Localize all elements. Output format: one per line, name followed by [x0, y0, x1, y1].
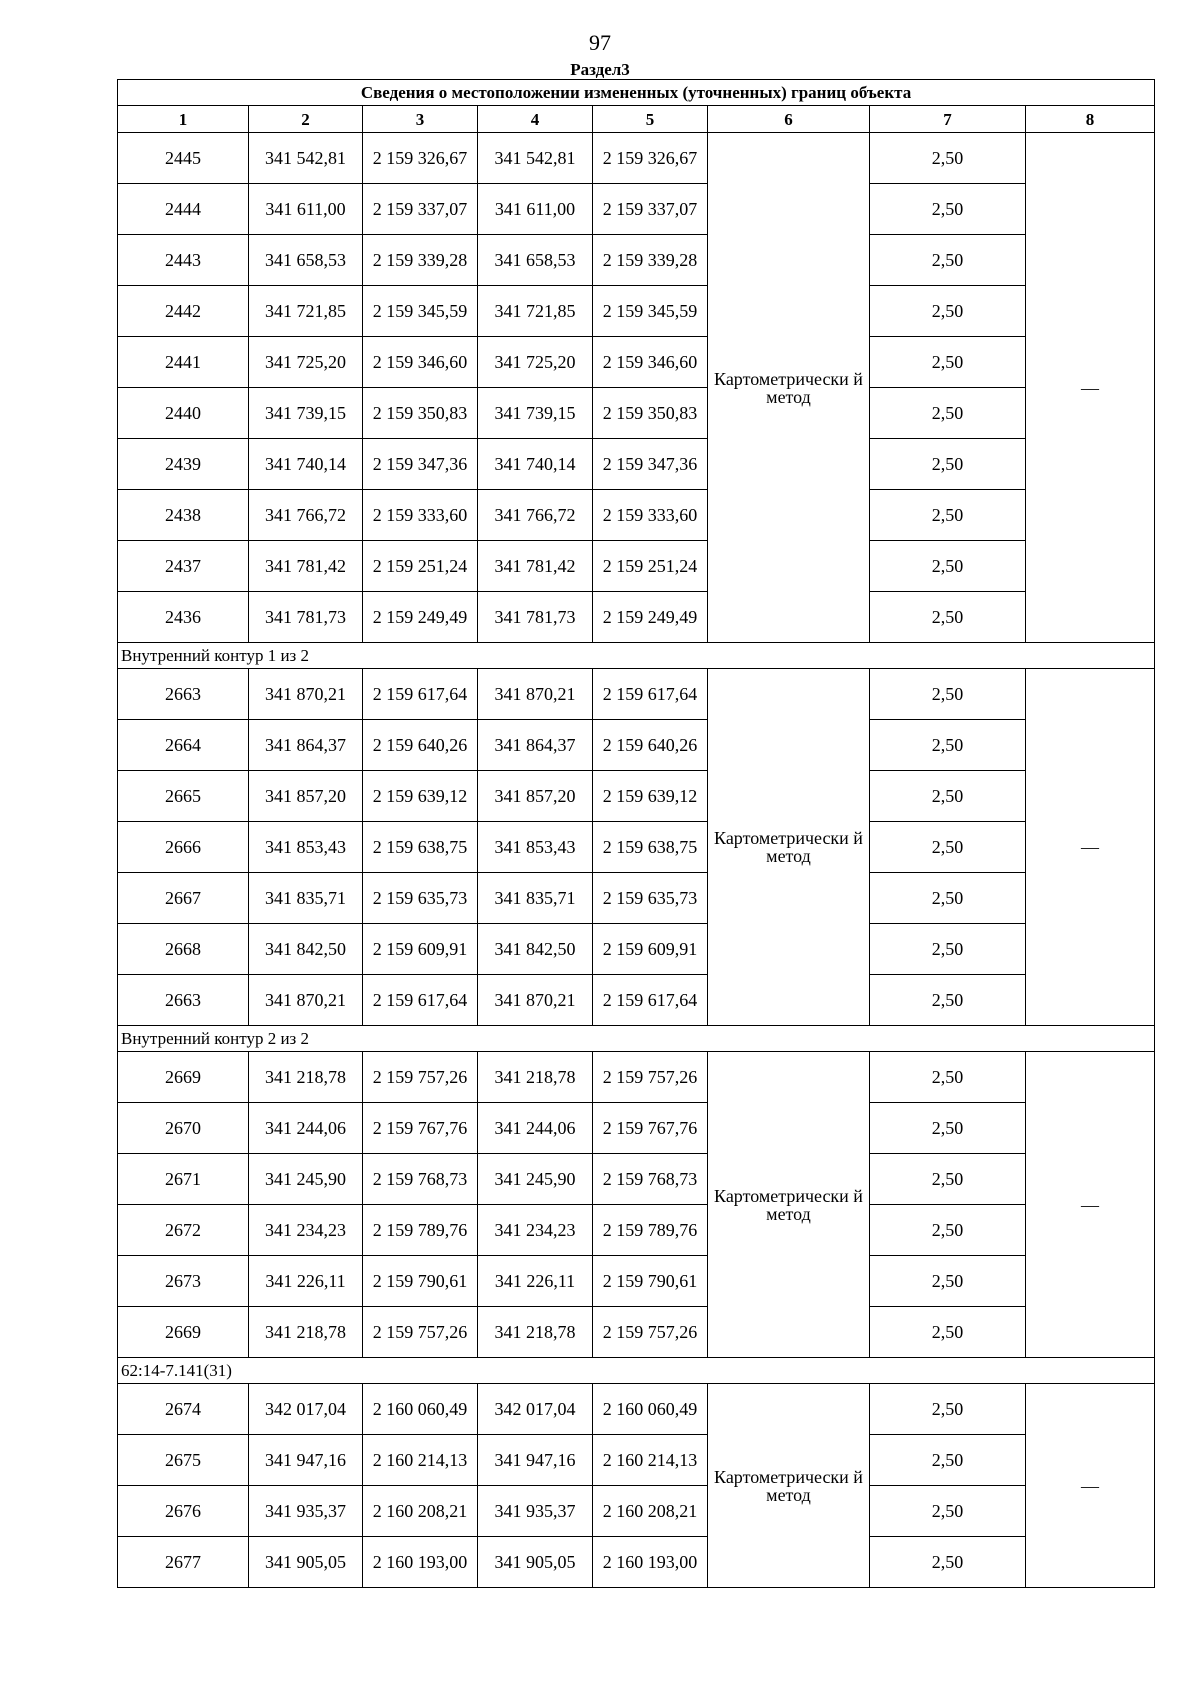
accuracy-cell: 2,50: [870, 1537, 1026, 1588]
point-number-cell: 2437: [118, 541, 249, 592]
x-coordinate-cell: 341 611,00: [249, 184, 363, 235]
table-row: [118, 1537, 1155, 1588]
x-coordinate-cell: 341 870,21: [478, 975, 593, 1026]
y-coordinate-cell: 2 160 208,21: [593, 1486, 708, 1537]
table-row: [118, 184, 1155, 235]
point-number-cell: 2671: [118, 1154, 249, 1205]
point-number-cell: 2442: [118, 286, 249, 337]
accuracy-cell: 2,50: [870, 184, 1026, 235]
point-number-cell: 2674: [118, 1384, 249, 1435]
accuracy-cell: 2,50: [870, 720, 1026, 771]
method-cell: Картометрически й метод: [708, 669, 870, 1026]
table-row: [118, 1486, 1155, 1537]
point-number-cell: 2669: [118, 1307, 249, 1358]
note-cell: —: [1026, 133, 1155, 643]
accuracy-cell: 2,50: [870, 286, 1026, 337]
y-coordinate-cell: 2 159 347,36: [593, 439, 708, 490]
note-cell: —: [1026, 669, 1155, 1026]
table-row: [118, 1384, 1155, 1435]
point-number-cell: 2439: [118, 439, 249, 490]
x-coordinate-cell: 341 218,78: [478, 1307, 593, 1358]
x-coordinate-cell: 341 245,90: [478, 1154, 593, 1205]
y-coordinate-cell: 2 159 609,91: [593, 924, 708, 975]
y-coordinate-cell: 2 159 345,59: [593, 286, 708, 337]
x-coordinate-cell: 341 226,11: [249, 1256, 363, 1307]
contour-label-row: [118, 1358, 1155, 1384]
table-row: [118, 439, 1155, 490]
y-coordinate-cell: 2 159 339,28: [593, 235, 708, 286]
point-number-cell: 2675: [118, 1435, 249, 1486]
point-number-cell: 2672: [118, 1205, 249, 1256]
x-coordinate-cell: 341 218,78: [478, 1052, 593, 1103]
y-coordinate-cell: 2 159 767,76: [363, 1103, 478, 1154]
x-coordinate-cell: 341 853,43: [478, 822, 593, 873]
section-title: Раздел3: [570, 60, 630, 79]
table-row: [118, 822, 1155, 873]
y-coordinate-cell: 2 159 757,26: [363, 1052, 478, 1103]
accuracy-cell: 2,50: [870, 388, 1026, 439]
y-coordinate-cell: 2 159 339,28: [363, 235, 478, 286]
y-coordinate-cell: 2 159 251,24: [593, 541, 708, 592]
x-coordinate-cell: 341 721,85: [478, 286, 593, 337]
accuracy-cell: 2,50: [870, 924, 1026, 975]
table-row: [118, 1205, 1155, 1256]
table-row: [118, 720, 1155, 771]
y-coordinate-cell: 2 159 757,26: [363, 1307, 478, 1358]
table-row: [118, 133, 1155, 184]
point-number-cell: 2670: [118, 1103, 249, 1154]
accuracy-cell: 2,50: [870, 235, 1026, 286]
y-coordinate-cell: 2 159 350,83: [593, 388, 708, 439]
table-row: [118, 235, 1155, 286]
x-coordinate-cell: 341 244,06: [249, 1103, 363, 1154]
y-coordinate-cell: 2 159 617,64: [363, 669, 478, 720]
y-coordinate-cell: 2 160 214,13: [593, 1435, 708, 1486]
accuracy-cell: 2,50: [870, 1154, 1026, 1205]
accuracy-cell: 2,50: [870, 541, 1026, 592]
x-coordinate-cell: 341 234,23: [249, 1205, 363, 1256]
y-coordinate-cell: 2 160 060,49: [363, 1384, 478, 1435]
x-coordinate-cell: 341 935,37: [249, 1486, 363, 1537]
y-coordinate-cell: 2 160 193,00: [363, 1537, 478, 1588]
x-coordinate-cell: 341 658,53: [249, 235, 363, 286]
y-coordinate-cell: 2 159 767,76: [593, 1103, 708, 1154]
y-coordinate-cell: 2 159 249,49: [593, 592, 708, 643]
y-coordinate-cell: 2 159 350,83: [363, 388, 478, 439]
accuracy-cell: 2,50: [870, 1103, 1026, 1154]
table-row: [118, 1103, 1155, 1154]
y-coordinate-cell: 2 159 346,60: [363, 337, 478, 388]
x-coordinate-cell: 341 857,20: [478, 771, 593, 822]
table-row: [118, 286, 1155, 337]
table-title: Сведения о местоположении измененных (уточненных) границ объекта: [118, 80, 1155, 106]
x-coordinate-cell: 341 781,73: [249, 592, 363, 643]
x-coordinate-cell: 341 766,72: [478, 490, 593, 541]
x-coordinate-cell: 341 739,15: [478, 388, 593, 439]
x-coordinate-cell: 341 870,21: [249, 975, 363, 1026]
table-row: [118, 1435, 1155, 1486]
accuracy-cell: 2,50: [870, 873, 1026, 924]
accuracy-cell: 2,50: [870, 1435, 1026, 1486]
accuracy-cell: 2,50: [870, 771, 1026, 822]
accuracy-cell: 2,50: [870, 439, 1026, 490]
boundary-coordinates-table: [117, 79, 1155, 1588]
point-number-cell: 2443: [118, 235, 249, 286]
table-row: [118, 1154, 1155, 1205]
table-row: [118, 975, 1155, 1026]
x-coordinate-cell: 341 857,20: [249, 771, 363, 822]
x-coordinate-cell: 341 739,15: [249, 388, 363, 439]
x-coordinate-cell: 341 864,37: [478, 720, 593, 771]
accuracy-cell: 2,50: [870, 1486, 1026, 1537]
point-number-cell: 2663: [118, 669, 249, 720]
table-row: [118, 1307, 1155, 1358]
y-coordinate-cell: 2 159 757,26: [593, 1052, 708, 1103]
point-number-cell: 2663: [118, 975, 249, 1026]
contour-label: Внутренний контур 1 из 2: [118, 643, 1155, 669]
x-coordinate-cell: 341 947,16: [478, 1435, 593, 1486]
y-coordinate-cell: 2 159 609,91: [363, 924, 478, 975]
point-number-cell: 2438: [118, 490, 249, 541]
y-coordinate-cell: 2 159 789,76: [593, 1205, 708, 1256]
table-row: [118, 388, 1155, 439]
y-coordinate-cell: 2 159 333,60: [593, 490, 708, 541]
method-cell: Картометрически й метод: [708, 133, 870, 643]
x-coordinate-cell: 341 842,50: [249, 924, 363, 975]
table-row: [118, 1052, 1155, 1103]
x-coordinate-cell: 341 935,37: [478, 1486, 593, 1537]
y-coordinate-cell: 2 159 638,75: [363, 822, 478, 873]
x-coordinate-cell: 341 658,53: [478, 235, 593, 286]
column-number: 1: [118, 106, 249, 133]
x-coordinate-cell: 341 835,71: [478, 873, 593, 924]
x-coordinate-cell: 341 781,73: [478, 592, 593, 643]
x-coordinate-cell: 341 740,14: [478, 439, 593, 490]
point-number-cell: 2677: [118, 1537, 249, 1588]
x-coordinate-cell: 341 905,05: [478, 1537, 593, 1588]
point-number-cell: 2669: [118, 1052, 249, 1103]
method-cell: Картометрически й метод: [708, 1384, 870, 1588]
x-coordinate-cell: 341 781,42: [478, 541, 593, 592]
accuracy-cell: 2,50: [870, 669, 1026, 720]
y-coordinate-cell: 2 159 635,73: [363, 873, 478, 924]
x-coordinate-cell: 341 870,21: [249, 669, 363, 720]
x-coordinate-cell: 341 853,43: [249, 822, 363, 873]
x-coordinate-cell: 341 864,37: [249, 720, 363, 771]
x-coordinate-cell: 341 218,78: [249, 1307, 363, 1358]
x-coordinate-cell: 341 740,14: [249, 439, 363, 490]
x-coordinate-cell: 341 721,85: [249, 286, 363, 337]
y-coordinate-cell: 2 159 326,67: [593, 133, 708, 184]
column-number: 6: [708, 106, 870, 133]
x-coordinate-cell: 341 781,42: [249, 541, 363, 592]
y-coordinate-cell: 2 159 617,64: [593, 669, 708, 720]
y-coordinate-cell: 2 159 640,26: [363, 720, 478, 771]
accuracy-cell: 2,50: [870, 1384, 1026, 1435]
table-row: [118, 337, 1155, 388]
method-cell: Картометрически й метод: [708, 1052, 870, 1358]
x-coordinate-cell: 341 611,00: [478, 184, 593, 235]
x-coordinate-cell: 341 226,11: [478, 1256, 593, 1307]
accuracy-cell: 2,50: [870, 1052, 1026, 1103]
accuracy-cell: 2,50: [870, 1205, 1026, 1256]
point-number-cell: 2441: [118, 337, 249, 388]
y-coordinate-cell: 2 159 345,59: [363, 286, 478, 337]
y-coordinate-cell: 2 159 346,60: [593, 337, 708, 388]
table-row: [118, 541, 1155, 592]
x-coordinate-cell: 341 947,16: [249, 1435, 363, 1486]
x-coordinate-cell: 341 234,23: [478, 1205, 593, 1256]
accuracy-cell: 2,50: [870, 822, 1026, 873]
point-number-cell: 2444: [118, 184, 249, 235]
contour-label-row: [118, 643, 1155, 669]
table-row: [118, 924, 1155, 975]
x-coordinate-cell: 341 725,20: [249, 337, 363, 388]
x-coordinate-cell: 341 725,20: [478, 337, 593, 388]
table-row: [118, 1256, 1155, 1307]
point-number-cell: 2668: [118, 924, 249, 975]
y-coordinate-cell: 2 159 757,26: [593, 1307, 708, 1358]
table-row: [118, 592, 1155, 643]
x-coordinate-cell: 342 017,04: [478, 1384, 593, 1435]
point-number-cell: 2673: [118, 1256, 249, 1307]
x-coordinate-cell: 341 542,81: [478, 133, 593, 184]
accuracy-cell: 2,50: [870, 975, 1026, 1026]
y-coordinate-cell: 2 159 768,73: [363, 1154, 478, 1205]
y-coordinate-cell: 2 159 617,64: [363, 975, 478, 1026]
y-coordinate-cell: 2 159 789,76: [363, 1205, 478, 1256]
y-coordinate-cell: 2 159 333,60: [363, 490, 478, 541]
table-row: [118, 873, 1155, 924]
y-coordinate-cell: 2 160 214,13: [363, 1435, 478, 1486]
y-coordinate-cell: 2 160 193,00: [593, 1537, 708, 1588]
x-coordinate-cell: 342 017,04: [249, 1384, 363, 1435]
accuracy-cell: 2,50: [870, 490, 1026, 541]
x-coordinate-cell: 341 542,81: [249, 133, 363, 184]
note-cell: —: [1026, 1052, 1155, 1358]
y-coordinate-cell: 2 159 251,24: [363, 541, 478, 592]
table-title-row: [118, 80, 1155, 106]
x-coordinate-cell: 341 870,21: [478, 669, 593, 720]
table-body: [118, 80, 1155, 1588]
point-number-cell: 2665: [118, 771, 249, 822]
column-number: 2: [249, 106, 363, 133]
accuracy-cell: 2,50: [870, 592, 1026, 643]
y-coordinate-cell: 2 159 617,64: [593, 975, 708, 1026]
y-coordinate-cell: 2 159 635,73: [593, 873, 708, 924]
accuracy-cell: 2,50: [870, 337, 1026, 388]
contour-label: Внутренний контур 2 из 2: [118, 1026, 1155, 1052]
contour-label-row: [118, 1026, 1155, 1052]
table-row: [118, 669, 1155, 720]
column-number: 4: [478, 106, 593, 133]
y-coordinate-cell: 2 159 249,49: [363, 592, 478, 643]
y-coordinate-cell: 2 159 337,07: [593, 184, 708, 235]
x-coordinate-cell: 341 842,50: [478, 924, 593, 975]
column-number-row: [118, 106, 1155, 133]
x-coordinate-cell: 341 218,78: [249, 1052, 363, 1103]
column-number: 8: [1026, 106, 1155, 133]
y-coordinate-cell: 2 159 638,75: [593, 822, 708, 873]
x-coordinate-cell: 341 766,72: [249, 490, 363, 541]
contour-label: 62:14-7.141(31): [118, 1358, 1155, 1384]
x-coordinate-cell: 341 245,90: [249, 1154, 363, 1205]
y-coordinate-cell: 2 159 347,36: [363, 439, 478, 490]
point-number-cell: 2676: [118, 1486, 249, 1537]
accuracy-cell: 2,50: [870, 1307, 1026, 1358]
point-number-cell: 2666: [118, 822, 249, 873]
x-coordinate-cell: 341 905,05: [249, 1537, 363, 1588]
x-coordinate-cell: 341 835,71: [249, 873, 363, 924]
page-number: 97: [589, 30, 611, 55]
table-row: [118, 771, 1155, 822]
y-coordinate-cell: 2 159 640,26: [593, 720, 708, 771]
y-coordinate-cell: 2 159 790,61: [593, 1256, 708, 1307]
accuracy-cell: 2,50: [870, 1256, 1026, 1307]
point-number-cell: 2667: [118, 873, 249, 924]
y-coordinate-cell: 2 160 060,49: [593, 1384, 708, 1435]
column-number: 7: [870, 106, 1026, 133]
column-number: 3: [363, 106, 478, 133]
y-coordinate-cell: 2 159 639,12: [593, 771, 708, 822]
y-coordinate-cell: 2 159 337,07: [363, 184, 478, 235]
y-coordinate-cell: 2 159 639,12: [363, 771, 478, 822]
table-row: [118, 490, 1155, 541]
note-cell: —: [1026, 1384, 1155, 1588]
y-coordinate-cell: 2 159 326,67: [363, 133, 478, 184]
accuracy-cell: 2,50: [870, 133, 1026, 184]
point-number-cell: 2436: [118, 592, 249, 643]
point-number-cell: 2440: [118, 388, 249, 439]
y-coordinate-cell: 2 159 768,73: [593, 1154, 708, 1205]
y-coordinate-cell: 2 160 208,21: [363, 1486, 478, 1537]
column-number: 5: [593, 106, 708, 133]
y-coordinate-cell: 2 159 790,61: [363, 1256, 478, 1307]
point-number-cell: 2445: [118, 133, 249, 184]
x-coordinate-cell: 341 244,06: [478, 1103, 593, 1154]
point-number-cell: 2664: [118, 720, 249, 771]
